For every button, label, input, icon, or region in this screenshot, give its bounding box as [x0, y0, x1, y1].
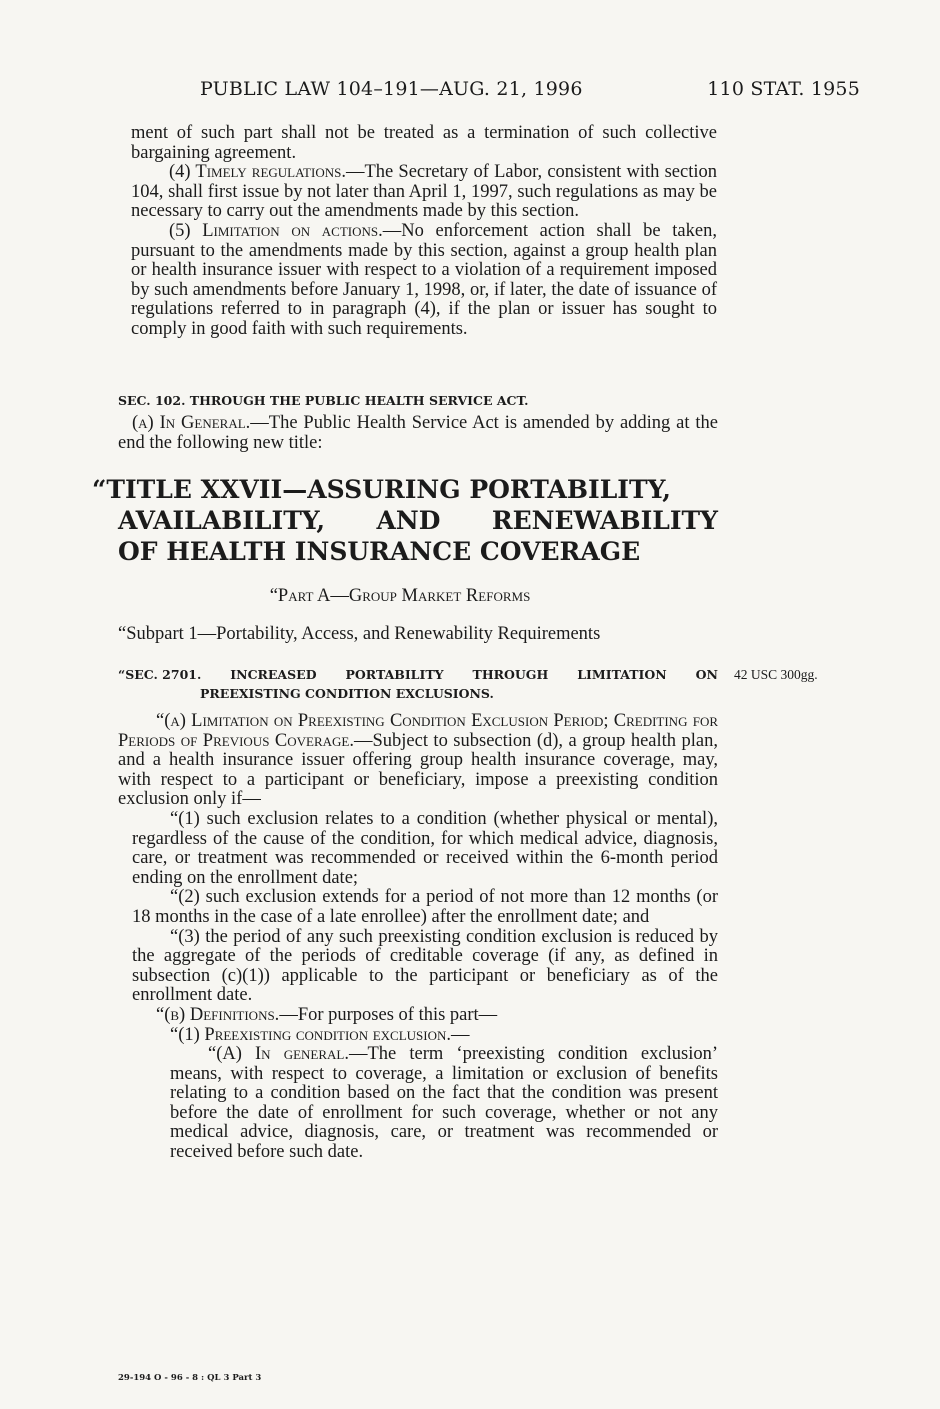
paragraph-heading: “(b) Definitions.: [156, 1004, 280, 1025]
paragraph-timely-regulations: [131, 163, 717, 222]
paragraph-heading: (4) Timely regulations.: [169, 162, 346, 183]
paragraph-body: —The Secretary of Labor, consistent with section 104, shall first issue by not later than April 1, 1997, such regulations as may be necessary to carry out the amendments made by this section.: [131, 162, 717, 222]
part-a-heading: “Part A—Group Market Reforms: [269, 586, 531, 606]
usc-margin-note: 42 USC 300gg.: [734, 667, 818, 682]
paragraph-a-1: “(1) such exclusion relates to a condition (whether physical or mental), regardless of the cause of the condition, for which medical advice, diagnosis, care, or treatment was recommended or received within the 6-month period ending on the enrollment date;: [132, 808, 718, 888]
section-2701-heading-line-1: [118, 665, 718, 684]
title-word: AND: [376, 506, 441, 535]
paragraph-heading: (a) In General.: [132, 413, 251, 433]
paragraph-body: —For purposes of this part—: [279, 1004, 498, 1025]
section-102-heading: SEC. 102. THROUGH THE PUBLIC HEALTH SERVICE ACT.: [118, 393, 529, 408]
title-word: AVAILABILITY,: [118, 506, 326, 535]
paragraph-b-1: [118, 1026, 718, 1046]
paragraph-body: —The Public Health Service Act is amended by adding at the end the following new title:: [118, 413, 719, 453]
heading-word: PORTABILITY: [345, 667, 444, 682]
paragraph-a-2: “(2) such exclusion extends for a period of not more than 12 months (or 18 months in the case of a late enrollee) after the enrollment date; and: [132, 887, 718, 927]
paragraph-heading: (5) Limitation on actions.: [169, 220, 383, 241]
running-header-left: PUBLIC LAW 104–191—AUG. 21, 1996: [200, 78, 583, 100]
heading-word: INCREASED: [230, 667, 317, 682]
title-xxvii-heading: [80, 474, 740, 567]
paragraph-body: —No enforcement action shall be taken, pursuant to the amendments made by this section, against a group health plan or health insurance issuer with respect to a violation of a requirement imposed by such amendments before January 1, 1998, or, if later, the date of issuance of regulations referred to in paragraph (4), if the plan or issuer has sought to comply in good faith with such requirements.: [131, 220, 717, 339]
print-footer: 29-194 O - 96 - 8 : QL 3 Part 3: [118, 1373, 262, 1383]
section-2701-text: [118, 712, 718, 1163]
paragraph-limitation-on-actions: [131, 222, 717, 340]
section-2701-heading-line-2: PREEXISTING CONDITION EXCLUSIONS.: [200, 686, 494, 701]
heading-word: “SEC. 2701.: [118, 667, 202, 682]
subpart-1-heading: “Subpart 1—Portability, Access, and Renewability Requirements: [118, 624, 601, 644]
section-2701-heading: [118, 665, 718, 703]
paragraph-body: —: [451, 1024, 470, 1045]
heading-word: LIMITATION: [577, 667, 667, 682]
paragraph-heading: “(A) In general.: [208, 1044, 349, 1065]
paragraph-b-1-a: [118, 1045, 718, 1163]
title-line-1: “TITLE XXVII—ASSURING PORTABILITY,: [92, 475, 671, 504]
continuation-text: [131, 124, 717, 340]
paragraph-heading: “(a) Limitation on Preexisting Condition Exclusion Period; Crediting for Periods of Previous Coverage.: [118, 711, 718, 751]
section-102-text: [118, 413, 718, 453]
running-header-page: 110 STAT. 1955: [707, 78, 860, 100]
paragraph-b: [118, 1006, 718, 1026]
paragraph-a-3: “(3) the period of any such preexisting condition exclusion is reduced by the aggregate of the periods of creditable coverage (if any, as defined in subsection (c)(1)) applicable to the participant or beneficiary as of the enrollment date.: [132, 926, 718, 1006]
heading-word: THROUGH: [472, 667, 549, 682]
title-line-3: OF HEALTH INSURANCE COVERAGE: [118, 537, 641, 566]
paragraph-continuation: ment of such part shall not be treated as a termination of such collective bargaining agreement.: [131, 123, 717, 163]
paragraph-a: [118, 712, 718, 810]
paragraph-body: —The term ‘preexisting condition exclusion’ means, with respect to coverage, a limitation or exclusion of benefits relating to a condition based on the fact that the condition was present before the date of enrollment for such coverage, whether or not any medical advice, diagnosis, care, or treatment was recommended or received before such date.: [170, 1044, 718, 1163]
paragraph-heading: “(1) Preexisting condition exclusion.: [170, 1024, 451, 1045]
title-word: RENEWABILITY: [491, 506, 718, 535]
title-line-2: [80, 505, 718, 536]
paragraph-body: —Subject to subsection (d), a group health plan, and a health insurance issuer offering group health insurance coverage, may, with respect to a participant or beneficiary, impose a preexisting condition exclusion only if—: [118, 730, 718, 810]
paragraph-in-general: [118, 413, 718, 453]
heading-word: ON: [695, 667, 718, 682]
